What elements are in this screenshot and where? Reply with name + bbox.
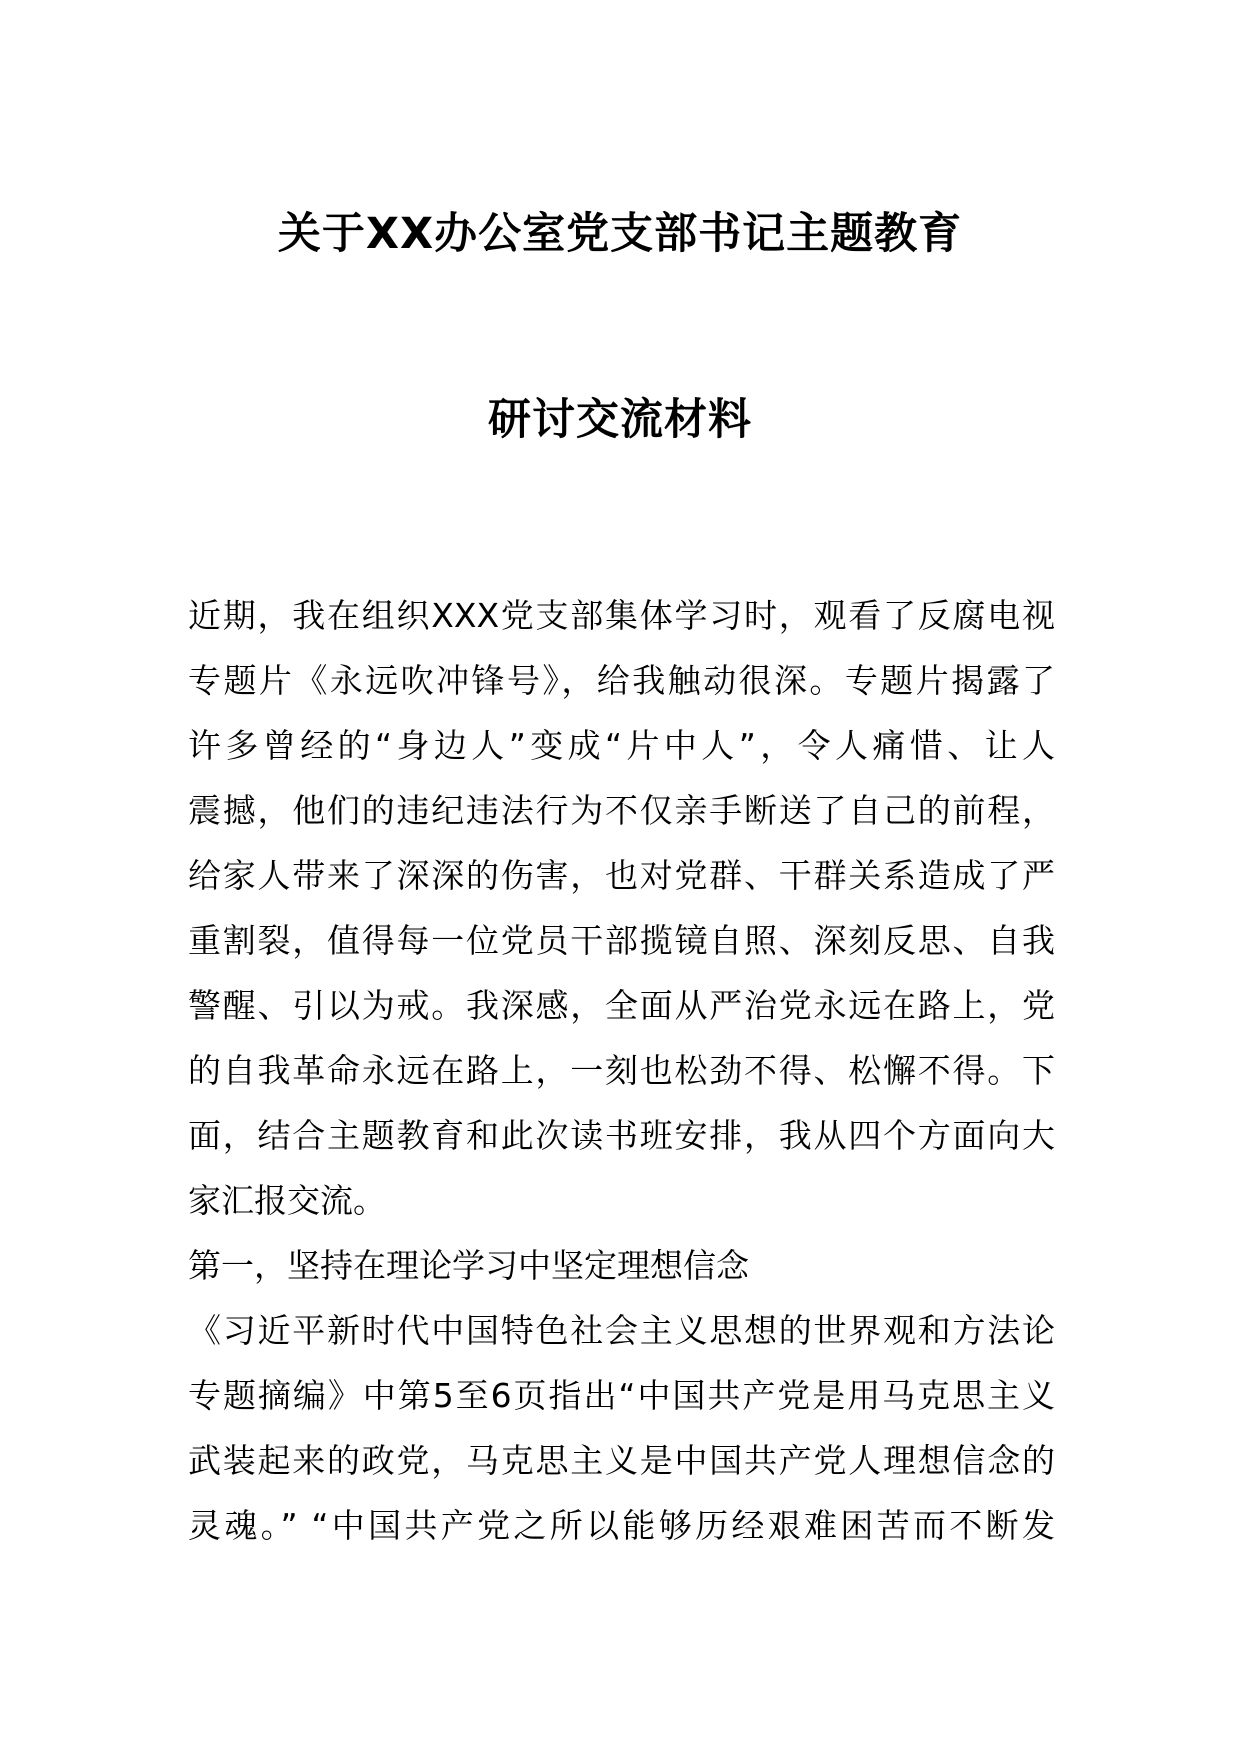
- section-heading-text: 第一，坚持在理论学习中坚定理想信念: [188, 1246, 749, 1285]
- paragraph-line: 重割裂，值得每一位党员干部揽镜自照、深刻反思、自我: [188, 921, 1055, 960]
- paragraph-2: [188, 1298, 1055, 1558]
- paragraph-line: 近期，我在组织XXX党支部集体学习时，观看了反腐电视: [188, 596, 1055, 635]
- paragraph-line: 警醒、引以为戒。我深感，全面从严治党永远在路上，党: [188, 986, 1055, 1025]
- paragraph-line: 家汇报交流。: [188, 1181, 386, 1220]
- paragraph-1: [188, 583, 1055, 1233]
- paragraph-line: 的自我革命永远在路上，一刻也松劲不得、松懈不得。下: [188, 1051, 1055, 1090]
- paragraph-line: 震撼，他们的违纪违法行为不仅亲手断送了自己的前程，: [188, 791, 1055, 830]
- paragraph-line: 专题摘编》中第5至6页指出“中国共产党是用马克思主义: [188, 1376, 1055, 1415]
- paragraph-line: 专题片《永远吹冲锋号》，给我触动很深。专题片揭露了: [188, 661, 1055, 700]
- paragraph-line: 给家人带来了深深的伤害，也对党群、干群关系造成了严: [188, 856, 1055, 895]
- paragraph-line: 武装起来的政党，马克思主义是中国共产党人理想信念的: [188, 1441, 1055, 1480]
- document-title-line-1: 关于XX办公室党支部书记主题教育: [277, 209, 963, 259]
- paragraph-line: 《习近平新时代中国特色社会主义思想的世界观和方法论: [188, 1311, 1055, 1350]
- paragraph-line: 灵魂。” “中国共产党之所以能够历经艰难困苦而不断发: [188, 1506, 1055, 1545]
- document-body: [188, 583, 1055, 1558]
- paragraph-line: 面，结合主题教育和此次读书班安排，我从四个方面向大: [188, 1116, 1055, 1155]
- section-1-heading: [188, 1233, 1055, 1298]
- paragraph-line: 许多曾经的“身边人”变成“片中人”，令人痛惜、让人: [188, 726, 1055, 765]
- document-title-line-2: 研讨交流材料: [488, 395, 752, 445]
